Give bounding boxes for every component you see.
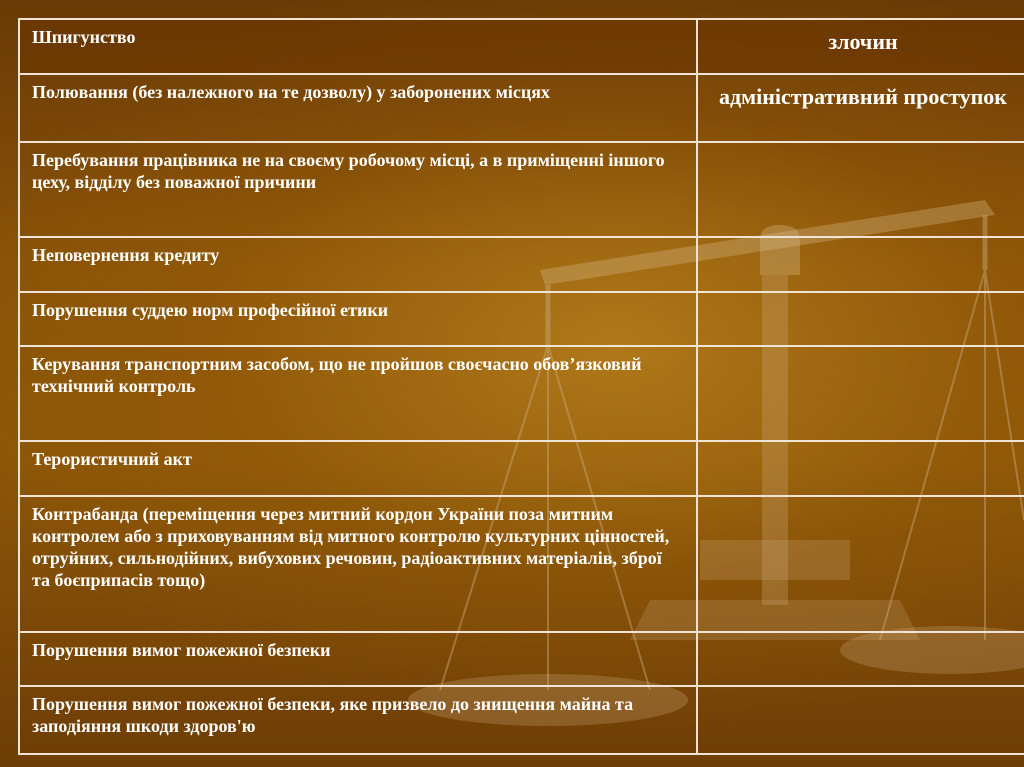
table-row [19, 686, 1024, 754]
category-cell [697, 142, 1024, 237]
table-row [19, 346, 1024, 441]
table-row [19, 441, 1024, 496]
table-row [19, 142, 1024, 237]
offence-cell: Шпигунство [19, 19, 697, 74]
offence-cell: Контрабанда (переміщення через митний кордон України поза митним контролем або з приховуванням від митного контролю культурних цінностей, отруйних, сильнодійних, вибухових речовин, радіоактивних матеріалів, зброї та боєприпасів тощо) [19, 496, 697, 632]
category-cell: адміністративний проступок [697, 74, 1024, 142]
category-cell [697, 441, 1024, 496]
offence-cell: Порушення суддею норм професійної етики [19, 292, 697, 346]
table-row [19, 496, 1024, 632]
offence-cell: Неповернення кредиту [19, 237, 697, 292]
category-cell [697, 496, 1024, 632]
offence-cell: Перебування працівника не на своєму робочому місці, а в приміщенні іншого цеху, відділу без поважної причини [19, 142, 697, 237]
offence-cell: Порушення вимог пожежної безпеки, яке призвело до знищення майна та заподіяння шкоди здоров'ю [19, 686, 697, 754]
table-row [19, 19, 1024, 74]
offence-cell: Терористичний акт [19, 441, 697, 496]
offence-cell: Полювання (без належного на те дозволу) у заборонених місцях [19, 74, 697, 142]
offence-cell: Керування транспортним засобом, що не пройшов своєчасно обов’язковий технічний контроль [19, 346, 697, 441]
table-row [19, 292, 1024, 346]
table-row [19, 74, 1024, 142]
category-cell [697, 346, 1024, 441]
table-row [19, 237, 1024, 292]
category-cell [697, 686, 1024, 754]
table-row [19, 632, 1024, 686]
category-cell: злочин [697, 19, 1024, 74]
offence-cell: Порушення вимог пожежної безпеки [19, 632, 697, 686]
offences-table [18, 18, 1024, 755]
category-cell [697, 292, 1024, 346]
category-cell [697, 632, 1024, 686]
category-cell [697, 237, 1024, 292]
